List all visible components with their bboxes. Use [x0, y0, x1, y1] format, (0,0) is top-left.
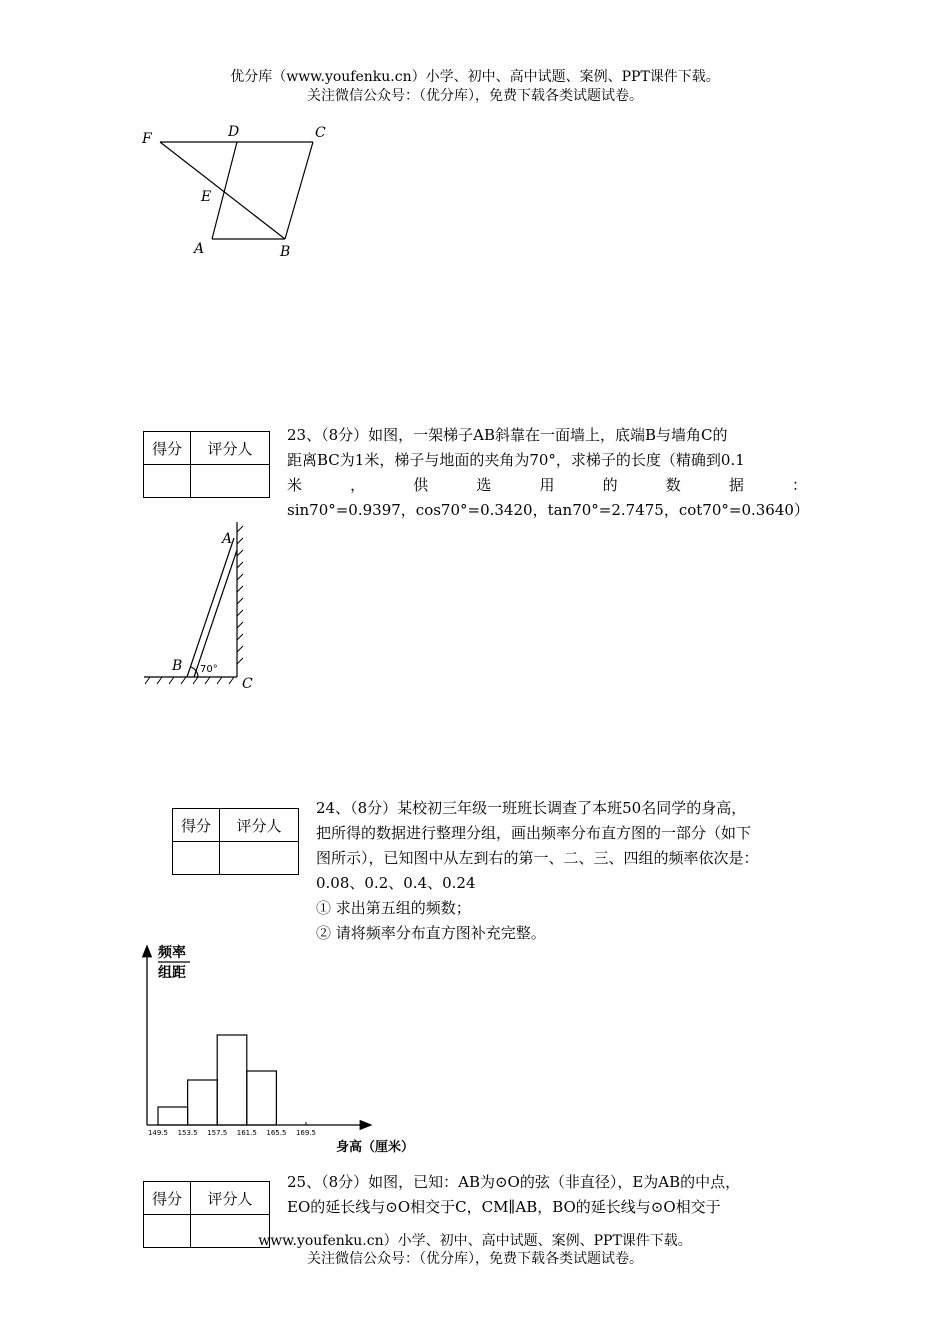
header-line-2: 关注微信公众号：（优分库），免费下载各类试题试卷。	[307, 88, 643, 104]
histogram-bar-1	[158, 1107, 188, 1125]
q23-text	[287, 423, 807, 523]
line-cb	[285, 142, 313, 239]
label-e: E	[201, 189, 212, 205]
line-fb	[160, 142, 285, 239]
q24-text	[316, 796, 816, 946]
q24-item-1: ① 求出第五组的频数；	[316, 899, 471, 917]
label-c: C	[315, 125, 326, 141]
x-tick-label: 153.5	[177, 1129, 198, 1137]
label-ladder-c: C	[242, 676, 253, 692]
x-tick-label: 161.5	[236, 1129, 257, 1137]
label-a: A	[194, 241, 205, 257]
y-label-top: 频率	[158, 945, 186, 961]
footer-line-2: 关注微信公众号：（优分库），免费下载各类试题试卷。	[307, 1251, 643, 1267]
x-tick-label: 165.5	[266, 1129, 287, 1137]
angle-label: 70°	[200, 664, 218, 675]
y-label-bottom: 组距	[158, 965, 186, 981]
score-cell	[144, 465, 191, 498]
grader-cell	[191, 465, 270, 498]
q24-line-1: 24、（8分）某校初三年级一班班长调查了本班50名同学的身高，	[316, 799, 747, 817]
label-d: D	[228, 124, 240, 140]
histogram-bar-2	[188, 1080, 218, 1125]
q23-line-1: 23、（8分）如图，一架梯子AB斜靠在一面墙上，底端B与墙角C的	[287, 426, 728, 444]
q24-item-2: ② 请将频率分布直方图补充完整。	[316, 924, 546, 942]
grader-cell	[220, 842, 299, 875]
wall-hatching	[237, 526, 243, 664]
q23-line-2: 距离BC为1米，梯子与地面的夹角为70°，求梯子的长度（精确到0.1	[287, 451, 745, 469]
ladder-rail-2	[194, 550, 237, 677]
q24-line-4: 0.08、0.2、0.4、0.24	[316, 874, 476, 892]
score-table-q23	[143, 431, 270, 498]
histogram-chart	[130, 935, 450, 1160]
x-tick-label: 169.5	[295, 1129, 317, 1137]
q24-line-2: 把所得的数据进行整理分组，画出频率分布直方图的一部分（如下	[316, 824, 752, 842]
line-ad	[212, 142, 237, 239]
score-cell	[173, 842, 220, 875]
label-ladder-a: A	[222, 531, 233, 547]
histogram-bar-4	[247, 1071, 277, 1125]
x-tick-label: 149.5	[147, 1129, 169, 1137]
ground-hatching	[145, 677, 234, 684]
q23-line-4: sin70°=0.9397，cos70°=0.3420，tan70°=2.7475，cot70°=0.3640）	[287, 501, 809, 519]
x-label: 身高（厘米）	[336, 1140, 415, 1155]
q25-line-1: 25、（8分）如图，已知：AB为⊙O的弦（非直径），E为AB的中点，	[287, 1173, 741, 1191]
q24-line-3: 图所示），已知图中从左到右的第一、二、三、四组的频率依次是：	[316, 849, 759, 867]
score-label: 得分	[144, 432, 191, 465]
label-ladder-b: B	[172, 658, 183, 674]
score-table-q24	[172, 808, 299, 875]
label-b: B	[280, 244, 291, 260]
grader-label: 评分人	[191, 432, 270, 465]
header-line-1: 优分库（www.youfenku.cn）小学、初中、高中试题、案例、PPT课件下载。	[230, 69, 720, 85]
footer-line-1: www.youfenku.cn）小学、初中、高中试题、案例、PPT课件下载。	[258, 1233, 692, 1249]
score-label: 得分	[144, 1182, 191, 1215]
q25-text	[287, 1170, 812, 1220]
label-f: F	[142, 131, 152, 147]
q25-line-2: EO的延长线与⊙O相交于C，CM∥AB，BO的延长线与⊙O相交于	[287, 1198, 721, 1216]
ladder-rail-1	[187, 538, 234, 677]
x-tick-label: 157.5	[207, 1129, 228, 1137]
parallelogram-figure	[135, 118, 335, 263]
grader-label: 评分人	[220, 809, 299, 842]
ladder-figure	[140, 518, 270, 693]
score-label: 得分	[173, 809, 220, 842]
grader-label: 评分人	[191, 1182, 270, 1215]
histogram-bar-3	[217, 1035, 247, 1125]
q23-line-3: 米，供选用的数据：	[287, 476, 807, 494]
